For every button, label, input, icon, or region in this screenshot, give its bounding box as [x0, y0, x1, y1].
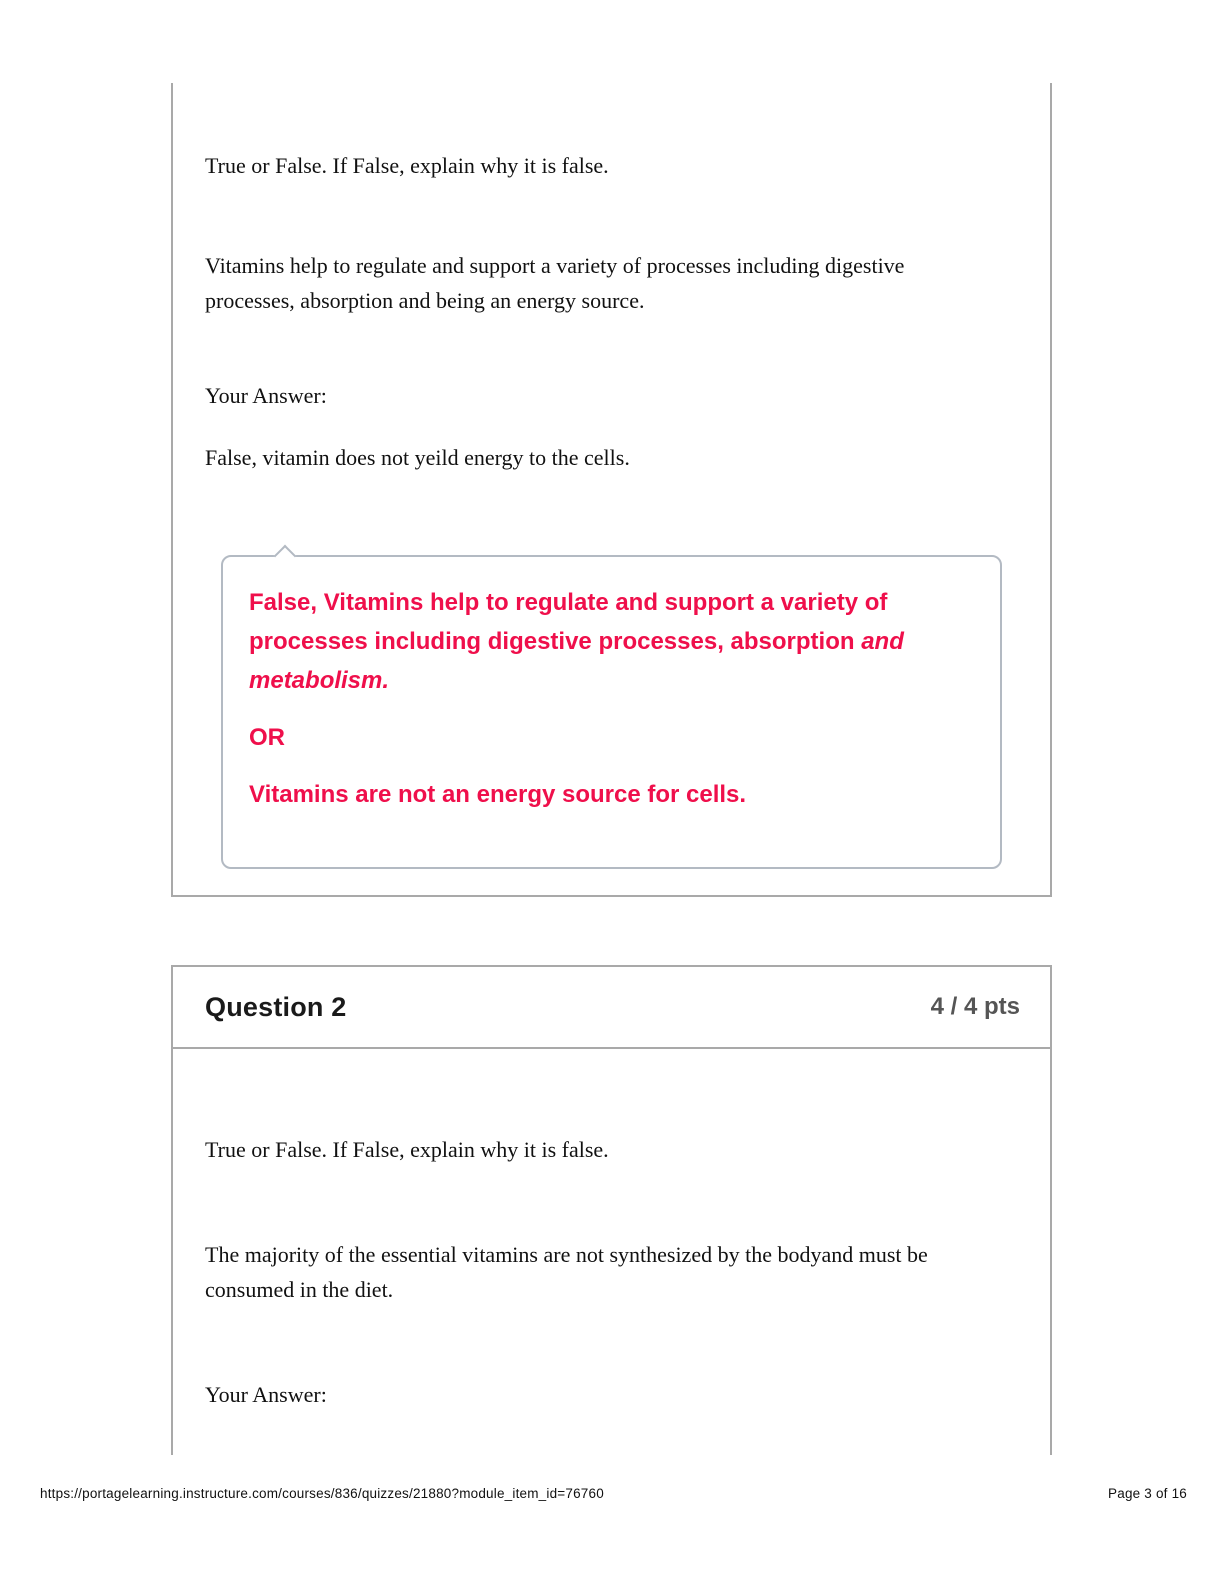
- question-2-header: [173, 967, 1050, 1049]
- correct-answer-italic: and metabolism.: [249, 628, 904, 694]
- question-2-title: Question 2: [205, 991, 347, 1022]
- question-2-your-answer-label: Your Answer:: [205, 1382, 327, 1407]
- question-1-body: Vitamins help to regulate and support a variety of processes including digestive processes, absorption and being an energy source.: [205, 253, 905, 313]
- question-1-student-answer: False, vitamin does not yeild energy to the cells.: [205, 445, 630, 470]
- print-footer: [40, 1486, 1187, 1501]
- correct-answer-alternative: Vitamins are not an energy source for cells.: [249, 781, 747, 808]
- question-1-card: [171, 83, 1052, 897]
- correct-answer-main: False, Vitamins help to regulate and support a variety of processes including digestive processes, absorption: [249, 589, 888, 655]
- correct-answer-or-label: OR: [249, 724, 285, 751]
- question-1-prompt: True or False. If False, explain why it is false.: [205, 153, 609, 178]
- footer-url: https://portagelearning.instructure.com/courses/836/quizzes/21880?module_item_id=76760: [40, 1486, 604, 1501]
- correct-answer-text: [249, 583, 974, 700]
- bubble-caret-icon: [274, 545, 297, 568]
- question-2-body-area: [173, 1132, 1050, 1412]
- question-2-body: The majority of the essential vitamins are not synthesized by the bodyand must be consumed in the diet.: [205, 1242, 928, 1302]
- question-2-points-badge: 4 / 4 pts: [930, 993, 1020, 1020]
- question-2-prompt: True or False. If False, explain why it is false.: [205, 1137, 609, 1162]
- question-2-card: [171, 965, 1052, 1455]
- footer-page-number: Page 3 of 16: [1108, 1486, 1187, 1501]
- correct-answer-bubble: [221, 555, 1002, 869]
- question-1-your-answer-label: Your Answer:: [205, 383, 327, 408]
